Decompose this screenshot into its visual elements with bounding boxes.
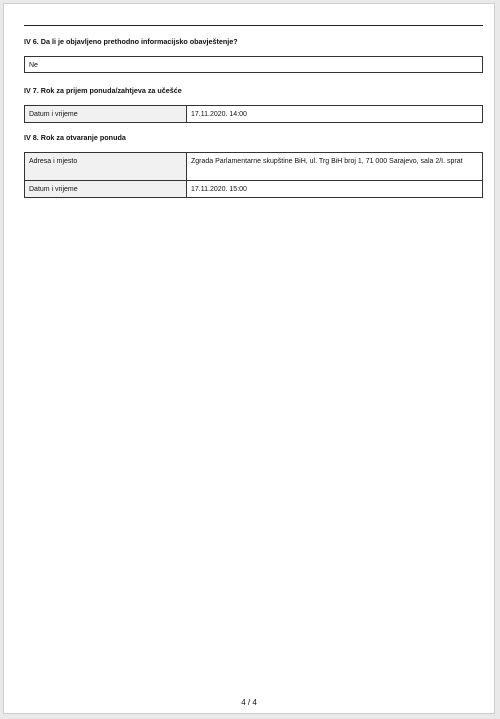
table-row bbox=[25, 57, 483, 73]
section-heading-iv7: IV 7. Rok za prijem ponuda/zahtjeva za učešće bbox=[24, 86, 182, 95]
table-row bbox=[25, 153, 483, 181]
iv7-table bbox=[24, 105, 483, 123]
iv8-date-value: 17.11.2020. 15:00 bbox=[187, 181, 483, 198]
page-number: 4 / 4 bbox=[241, 698, 257, 707]
iv7-date-label: Datum i vrijeme bbox=[25, 106, 187, 123]
table-row bbox=[25, 106, 483, 123]
section-heading-iv8: IV 8. Rok za otvaranje ponuda bbox=[24, 133, 126, 142]
iv6-answer-value: Ne bbox=[25, 57, 483, 73]
section-heading-iv6: IV 6. Da li je objavljeno prethodno informacijsko obavještenje? bbox=[24, 37, 238, 46]
top-divider bbox=[24, 25, 483, 26]
iv8-address-label: Adresa i mjesto bbox=[25, 153, 187, 181]
document-page bbox=[3, 3, 495, 714]
iv8-table bbox=[24, 152, 483, 198]
table-row bbox=[25, 181, 483, 198]
iv8-date-label: Datum i vrijeme bbox=[25, 181, 187, 198]
iv7-date-value: 17.11.2020. 14:00 bbox=[187, 106, 483, 123]
iv6-answer-box bbox=[24, 56, 483, 73]
iv8-address-value: Zgrada Parlamentarne skupštine BiH, ul. Trg BiH broj 1, 71 000 Sarajevo, sala 2/I. sprat bbox=[187, 153, 483, 181]
